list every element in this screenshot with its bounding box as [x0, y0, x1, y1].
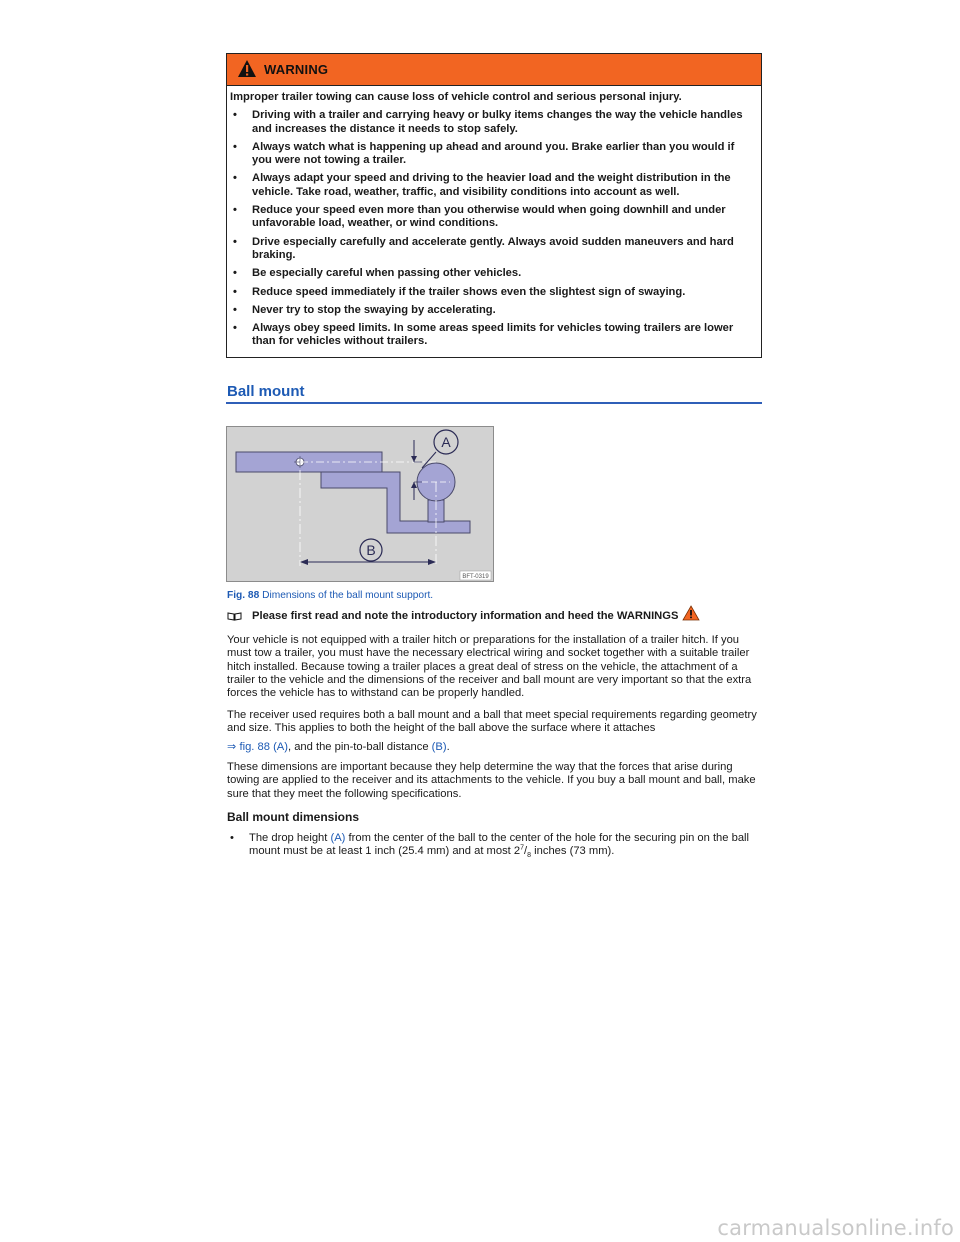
figure-link[interactable]: ⇒ fig. 88 (A) [227, 741, 288, 753]
warning-item [230, 304, 755, 317]
warning-triangle-icon [682, 605, 700, 621]
warning-body [227, 86, 761, 357]
paragraph [227, 741, 762, 754]
label-a-ref: (A) [330, 832, 346, 844]
label-a: A [441, 434, 451, 450]
figure-caption [227, 590, 433, 601]
bullet-mark: • [233, 267, 237, 280]
warning-item-text: Always obey speed limits. In some areas speed limits for vehicles towing trailers are lower than for vehicles without trailers. [252, 322, 734, 348]
figure-number: Fig. 88 [227, 590, 260, 601]
paragraph-text: , and the pin-to-ball distance [287, 741, 432, 753]
bullet-mark: • [233, 109, 237, 122]
intro-note-text: Please first read and note the introductory information and heed the WARNINGS [252, 610, 679, 622]
paragraph: These dimensions are important because they help determine the way that the forces that arise during towing are applied to the receiver and its attachments to the vehicle. If you buy a ball mount and ball, make sure that they meet the following specifications. [227, 761, 756, 800]
warning-item [230, 141, 755, 168]
bullet-mark: • [230, 832, 234, 844]
warning-item-text: Reduce your speed even more than you otherwise would when going downhill and under unfavorable load, weather, or wind conditions. [252, 204, 726, 230]
warning-header [227, 54, 761, 86]
warning-title: WARNING [264, 62, 329, 77]
bullet-mark: • [233, 303, 237, 316]
bullet-mark: • [233, 235, 237, 248]
warning-item [230, 267, 755, 280]
section-title: Ball mount [227, 383, 305, 400]
warning-item-text: Be especially careful when passing other vehicles. [252, 267, 522, 280]
warning-item [230, 236, 755, 263]
warning-item-text: Driving with a trailer and carrying heavy or bulky items changes the way the vehicle handles and increases the distance it needs to stop safely. [252, 109, 743, 135]
label-b-ref: (B) [431, 741, 447, 753]
paragraph: Your vehicle is not equipped with a trailer hitch or preparations for the installation of a trailer hitch. If you must tow a trailer, you must have the necessary electrical wiring and socket together with a suitable trailer hitch installed. Because towing a trailer places a great deal of stress on the vehicle, the attachment of a trailer to the vehicle and the dimensions of the receiver and ball mount are very important so that the extra forces the vehicle has to withstand can be properly handled. [227, 634, 752, 700]
dimension-bullet [227, 832, 762, 859]
figure-code: BFT-0319 [462, 574, 489, 580]
warning-item-text: Always watch what is happening up ahead and around you. Brake earlier than you would if you were not towing a trailer. [252, 140, 735, 167]
paragraph-text: . [446, 741, 450, 753]
paragraph: The receiver used requires both a ball mount and a ball that meet special requirements regarding geometry and size. This applies to both the height of the ball above the surface where it attaches [227, 709, 757, 735]
bullet-mark: • [233, 204, 237, 217]
bullet-mark: • [233, 322, 237, 335]
warning-item-text: Drive especially carefully and accelerate gently. Always avoid sudden maneuvers and hard braking. [252, 235, 734, 261]
warning-item [230, 109, 755, 136]
section-divider [226, 402, 762, 404]
watermark: carmanualsonline.info [717, 1216, 954, 1240]
warning-item [230, 322, 755, 349]
warning-triangle-icon [237, 59, 257, 78]
figure-caption-text: Dimensions of the ball mount support. [262, 590, 434, 601]
bullet-mark: • [233, 285, 237, 298]
label-b: B [366, 542, 376, 558]
ball-mount-figure [226, 426, 494, 582]
bullet-mark: • [233, 172, 237, 185]
dimension-bullet-text: The drop height (A) from the center of the ball to the center of the hole for the securing pin on the ball mount must be at least 1 inch (25.4 mm) and at most $2^7/_8$ inches (73 mm). [249, 832, 750, 860]
warning-item-text: Reduce speed immediately if the trailer shows even the slightest sign of swaying. [252, 285, 686, 298]
warning-item-text: Always adapt your speed and driving to the heavier load and the weight distribution in the vehicle. Take road, weather, traffic, and visibility conditions into account as well. [252, 172, 731, 198]
warning-item [230, 286, 755, 299]
warning-item [230, 204, 755, 231]
intro-note [227, 610, 700, 622]
subsection-title: Ball mount dimensions [227, 810, 360, 824]
book-icon [227, 611, 242, 621]
bullet-mark: • [233, 140, 237, 153]
warning-item-text: Never try to stop the swaying by accelerating. [252, 303, 496, 316]
warning-box [226, 53, 762, 358]
warning-item [230, 172, 755, 199]
warning-intro: Improper trailer towing can cause loss of vehicle control and serious personal injury. [230, 91, 682, 103]
